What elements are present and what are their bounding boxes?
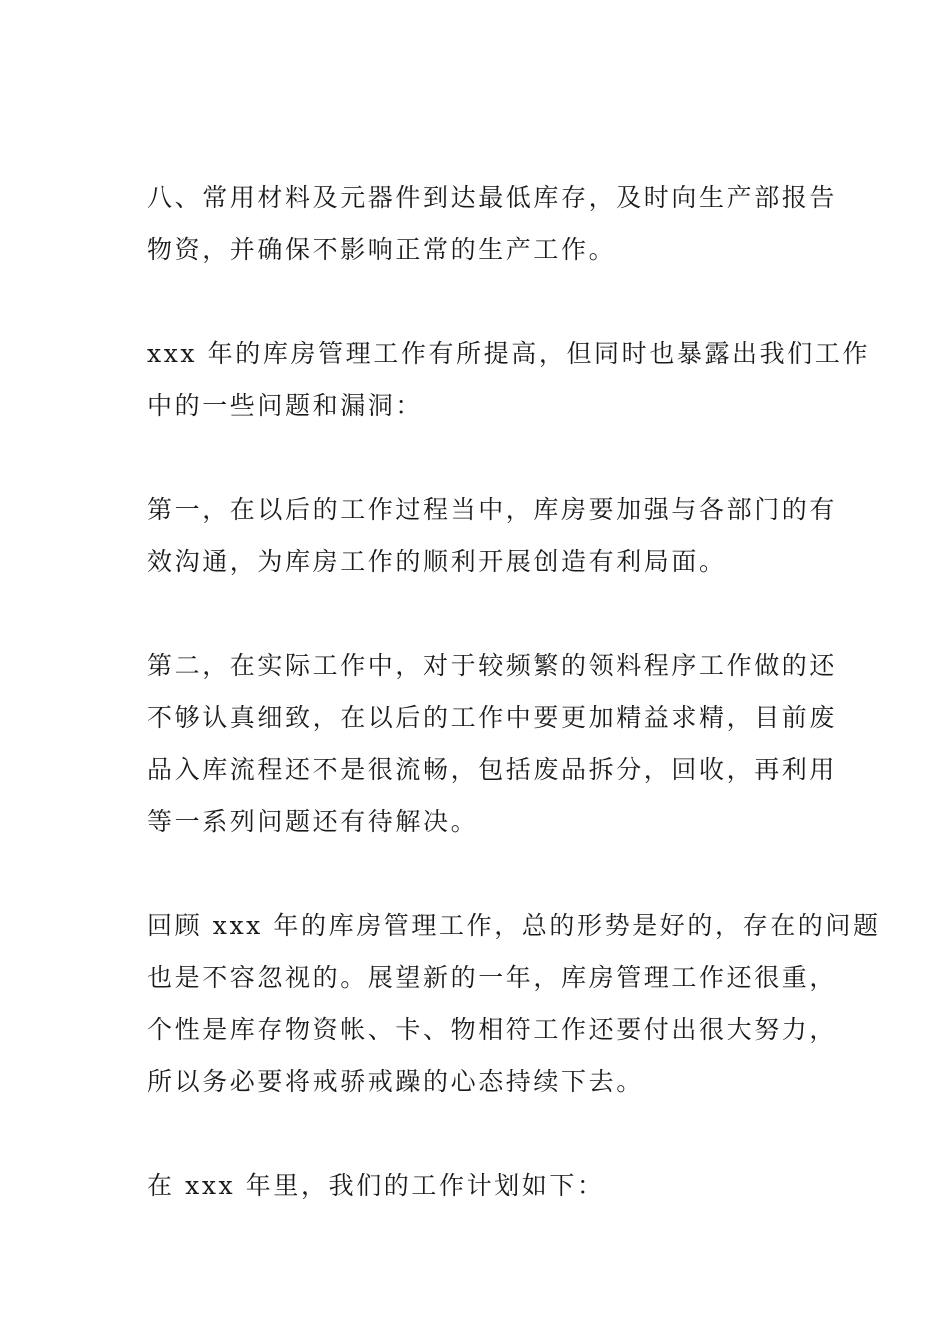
text-line: 八、常用材料及元器件到达最低库存，及时向生产部报告 xyxy=(147,183,838,212)
text-line: xxx 年的库房管理工作有所提高，但同时也暴露出我们工作 xyxy=(147,339,871,368)
text-line: 个性是库存物资帐、卡、物相符工作还要付出很大努力， xyxy=(147,1015,838,1044)
text-line: 品入库流程还不是很流畅，包括废品拆分，回收，再利用 xyxy=(147,755,838,784)
text-line: 回顾 xxx 年的库房管理工作，总的形势是好的，存在的问题 xyxy=(147,911,881,940)
paragraph-review xyxy=(147,900,881,1108)
text-line: 在 xxx 年里，我们的工作计划如下： xyxy=(147,1171,605,1200)
paragraph-second-issue xyxy=(147,640,838,848)
text-line: 效沟通，为库房工作的顺利开展创造有利局面。 xyxy=(147,547,727,576)
text-line: 所以务必要将戒骄戒躁的心态持续下去。 xyxy=(147,1067,644,1096)
paragraph-summary xyxy=(147,328,871,432)
text-line: 不够认真细致，在以后的工作中要更加精益求精，目前废 xyxy=(147,703,838,732)
paragraph-item-8 xyxy=(147,172,838,276)
text-line: 也是不容忽视的。展望新的一年，库房管理工作还很重， xyxy=(147,963,838,992)
text-line: 等一系列问题还有待解决。 xyxy=(147,807,479,836)
paragraph-first-issue xyxy=(147,484,838,588)
document-body xyxy=(147,172,881,1264)
text-line: 物资，并确保不影响正常的生产工作。 xyxy=(147,235,617,264)
text-line: 中的一些问题和漏洞： xyxy=(147,391,424,420)
paragraph-plan-intro xyxy=(147,1160,807,1212)
text-line: 第二，在实际工作中，对于较频繁的领料程序工作做的还 xyxy=(147,651,838,680)
text-line: 第一，在以后的工作过程当中，库房要加强与各部门的有 xyxy=(147,495,838,524)
